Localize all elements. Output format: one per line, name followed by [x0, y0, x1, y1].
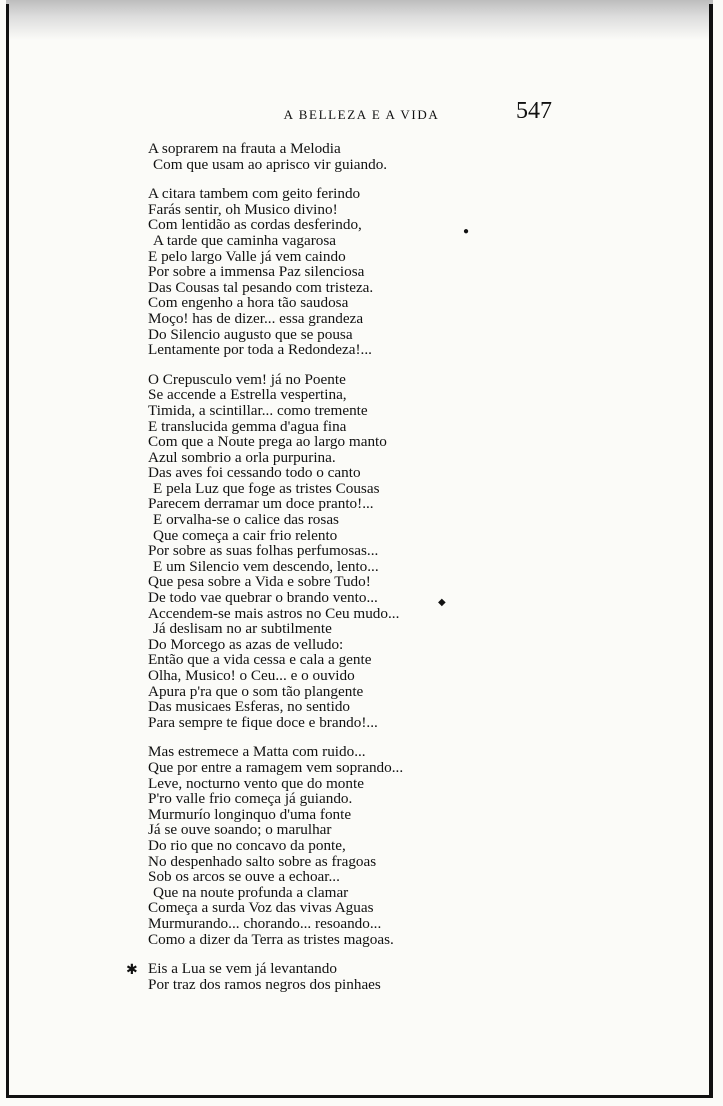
poem-line: P'ro valle frio começa já guiando.	[148, 790, 353, 808]
poem-line: Apura p'ra que o som tão plangente	[148, 682, 364, 700]
poem-line: No despenhado salto sobre as fragoas	[148, 852, 377, 870]
poem-line: Com que a Noute prega ao largo manto	[148, 433, 387, 451]
poem-line: Olha, Musico! o Ceu... e o ouvido	[148, 667, 355, 684]
poem-line: Já se ouve soando; o marulhar	[148, 821, 332, 839]
poem-line: Das musicaes Esferas, no sentido	[148, 698, 351, 716]
poem-line: A soprarem na frauta a Melodia	[148, 140, 341, 157]
poem-line: Que por entre a ramagem vem soprando...	[148, 758, 404, 776]
poem-line: Com engenho a hora tão saudosa	[148, 294, 349, 312]
poem-line: Que começa a cair frio relento	[153, 526, 338, 544]
poem-line: Murmurío longinquo d'uma fonte	[148, 805, 352, 823]
poem-line: Leve, nocturno vento que do monte	[148, 774, 364, 792]
stanza-gap	[148, 172, 468, 186]
poem-line: Que na noute profunda a clamar	[153, 883, 349, 901]
poem-line: Do Silencio augusto que se pousa	[148, 325, 353, 343]
poem-line: Eis a Lua se vem já levantando	[148, 960, 337, 978]
running-head: A BELLEZA E A VIDA	[283, 107, 440, 122]
poem-line: Parecem derramar um doce pranto!...	[148, 495, 374, 513]
poem-line: Do rio que no concavo da ponte,	[148, 836, 346, 854]
poem-line: Mas estremece a Matta com ruido...	[148, 743, 366, 761]
poem-line: Das Cousas tal pesando com tristeza.	[148, 278, 374, 296]
ink-dot-mark: ●	[463, 226, 470, 237]
poem-line: Das aves foi cessando todo o canto	[148, 464, 361, 482]
poem-line: Timida, a scintillar... como tremente	[148, 401, 368, 419]
stanza-gap	[148, 730, 468, 744]
stanza	[148, 961, 468, 992]
poem-line: E translucida gemma d'agua fina	[148, 417, 347, 435]
poem-line: Moço! has de dizer... essa grandeza	[148, 309, 364, 327]
stanza	[148, 186, 468, 358]
page-number: 547	[516, 98, 552, 124]
poem-line: Com lentidão as cordas desferindo,	[148, 216, 362, 234]
poem-line: O Crepusculo vem! já no Poente	[148, 370, 346, 388]
asterisk-mark: ✱	[126, 963, 138, 978]
poem-line: Como a dizer da Terra as tristes magoas.	[148, 930, 394, 948]
poem-line: Do Morcego as azas de velludo:	[148, 635, 344, 653]
poem-line: Accendem-se mais astros no Ceu mudo...	[148, 604, 400, 622]
poem-line: A citara tambem com geito ferindo	[148, 185, 361, 203]
poem-line: Farás sentir, oh Musico divino!	[148, 200, 338, 218]
poem-line: Começa a surda Voz das vivas Aguas	[148, 899, 374, 917]
poem-text	[148, 141, 468, 992]
stanza	[148, 744, 468, 947]
stanza-gap	[148, 358, 468, 372]
stanza-gap	[148, 947, 468, 961]
poem-line: Para sempre te fique doce e brando!...	[148, 713, 378, 731]
poem-line: De todo vae quebrar o brando vento...	[148, 589, 378, 607]
poem-line: A tarde que caminha vagarosa	[153, 231, 337, 249]
poem-line: Murmurando... chorando... resoando...	[148, 914, 382, 932]
poem-line: Já deslisam no ar subtilmente	[153, 620, 332, 638]
poem-line: Que pesa sobre a Vida e sobre Tudo!	[148, 573, 371, 591]
poem-line: Azul sombrio a orla purpurina.	[148, 448, 336, 466]
poem-line: Com que usam ao aprisco vir guiando.	[153, 155, 388, 173]
poem-line: E pelo largo Valle já vem caindo	[148, 247, 346, 265]
poem-line: Se accende a Estrella vespertina,	[148, 386, 347, 404]
stanza	[148, 372, 468, 731]
ink-dot-mark: ◆	[438, 597, 446, 608]
poem-line: E orvalha-se o calice das rosas	[153, 511, 339, 529]
stanza	[148, 141, 468, 172]
poem-line: E um Silencio vem descendo, lento...	[153, 557, 379, 575]
poem-line: Então que a vida cessa e cala a gente	[148, 651, 372, 669]
poem-line: Por traz dos ramos negros dos pinhaes	[148, 975, 381, 993]
poem-line: Por sobre a immensa Paz silenciosa	[148, 263, 365, 281]
poem-line: E pela Luz que foge as tristes Cousas	[153, 479, 380, 497]
poem-line: Lentamente por toda a Redondeza!...	[148, 341, 372, 359]
poem-line: Por sobre as suas folhas perfumosas...	[148, 542, 379, 560]
poem-line: Sob os arcos se ouve a echoar...	[148, 868, 340, 886]
